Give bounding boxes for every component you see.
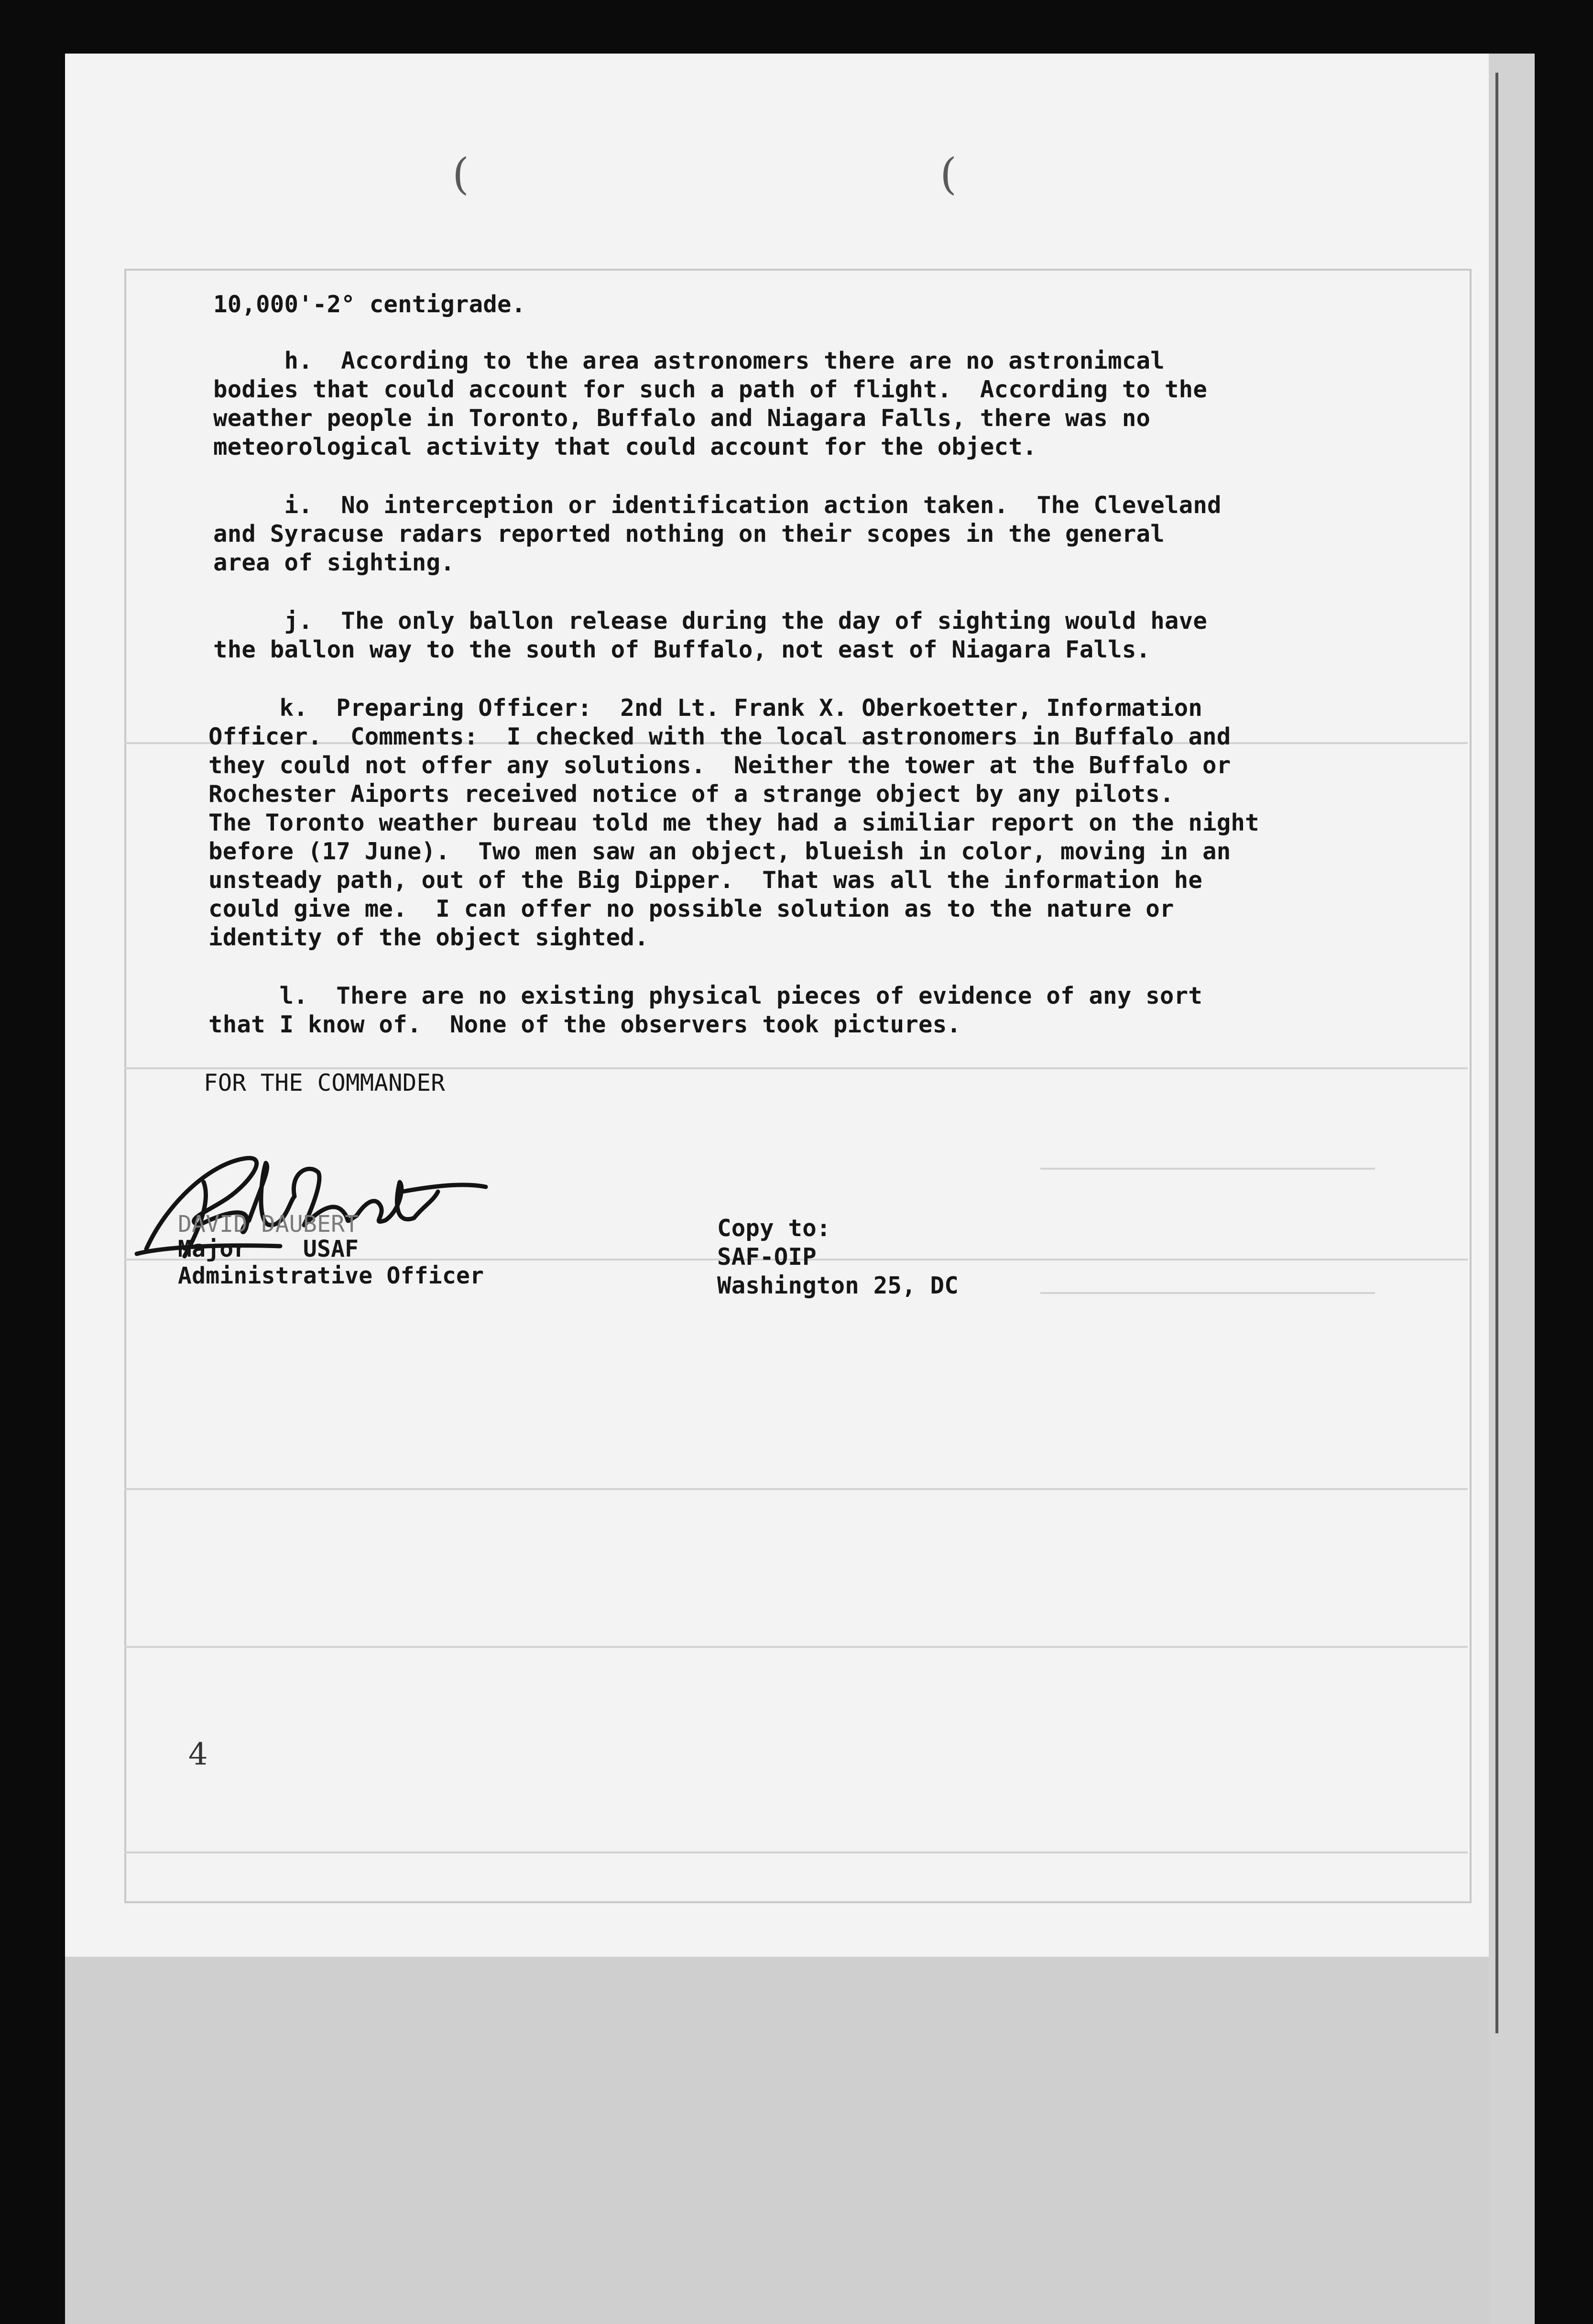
punch-mark: ( <box>452 149 469 199</box>
signer-name: DAVID DAUBERT <box>178 1211 359 1238</box>
memo-text <box>65 54 1535 2324</box>
paragraph-i-line: and Syracuse radars reported nothing on their scopes in the general <box>213 520 1165 548</box>
paragraph-k-line: The Toronto weather bureau told me they had a similiar report on the night <box>208 809 1259 836</box>
paragraph-h-line: meteorological activity that could account for the object. <box>213 433 1037 460</box>
paragraph-i-line: area of sighting. <box>213 549 455 576</box>
paragraph-k-line: identity of the object sighted. <box>208 924 649 951</box>
paragraph-g-line: 10,000'-2° centigrade. <box>213 291 526 318</box>
paragraph-j-line: j. The only ballon release during the day of sighting would have <box>213 607 1208 635</box>
paragraph-k-line: before (17 June). Two men saw an object, blueish in color, moving in an <box>208 838 1231 865</box>
paragraph-j-line: the ballon way to the south of Buffalo, not east of Niagara Falls. <box>213 636 1151 663</box>
paragraph-l-line: that I know of. None of the observers took pictures. <box>208 1011 961 1038</box>
paragraph-k-line: k. Preparing Officer: 2nd Lt. Frank X. Oberkoetter, Information <box>208 694 1203 722</box>
copy-to-address: Washington 25, DC <box>717 1272 959 1299</box>
page-number: 4 <box>188 1737 208 1772</box>
paragraph-h-line: weather people in Toronto, Buffalo and Niagara Falls, there was no <box>213 405 1151 432</box>
signer-rank: Major USAF <box>178 1236 359 1262</box>
paragraph-k-line: they could not offer any solutions. Neither the tower at the Buffalo or <box>208 752 1231 779</box>
paragraph-h-line: bodies that could account for such a path of flight. According to the <box>213 376 1208 403</box>
paragraph-i-line: i. No interception or identification action taken. The Cleveland <box>213 492 1222 519</box>
paragraph-k-line: Officer. Comments: I checked with the local astronomers in Buffalo and <box>208 723 1231 750</box>
signer-title: Administrative Officer <box>178 1262 484 1289</box>
paragraph-h-line: h. According to the area astronomers there are no astronimcal <box>213 347 1165 374</box>
paragraph-k-line: could give me. I can offer no possible solution as to the nature or <box>208 895 1174 922</box>
paragraph-k-line: unsteady path, out of the Big Dipper. That was all the information he <box>208 866 1203 894</box>
copy-to-office: SAF-OIP <box>717 1243 817 1271</box>
copy-to-label: Copy to: <box>717 1215 831 1242</box>
closing-line: FOR THE COMMANDER <box>204 1069 445 1096</box>
document-page <box>65 54 1535 2324</box>
paragraph-k-line: Rochester Aiports received notice of a strange object by any pilots. <box>208 780 1174 808</box>
punch-mark: ( <box>940 149 957 199</box>
paragraph-l-line: l. There are no existing physical pieces of evidence of any sort <box>208 982 1203 1009</box>
